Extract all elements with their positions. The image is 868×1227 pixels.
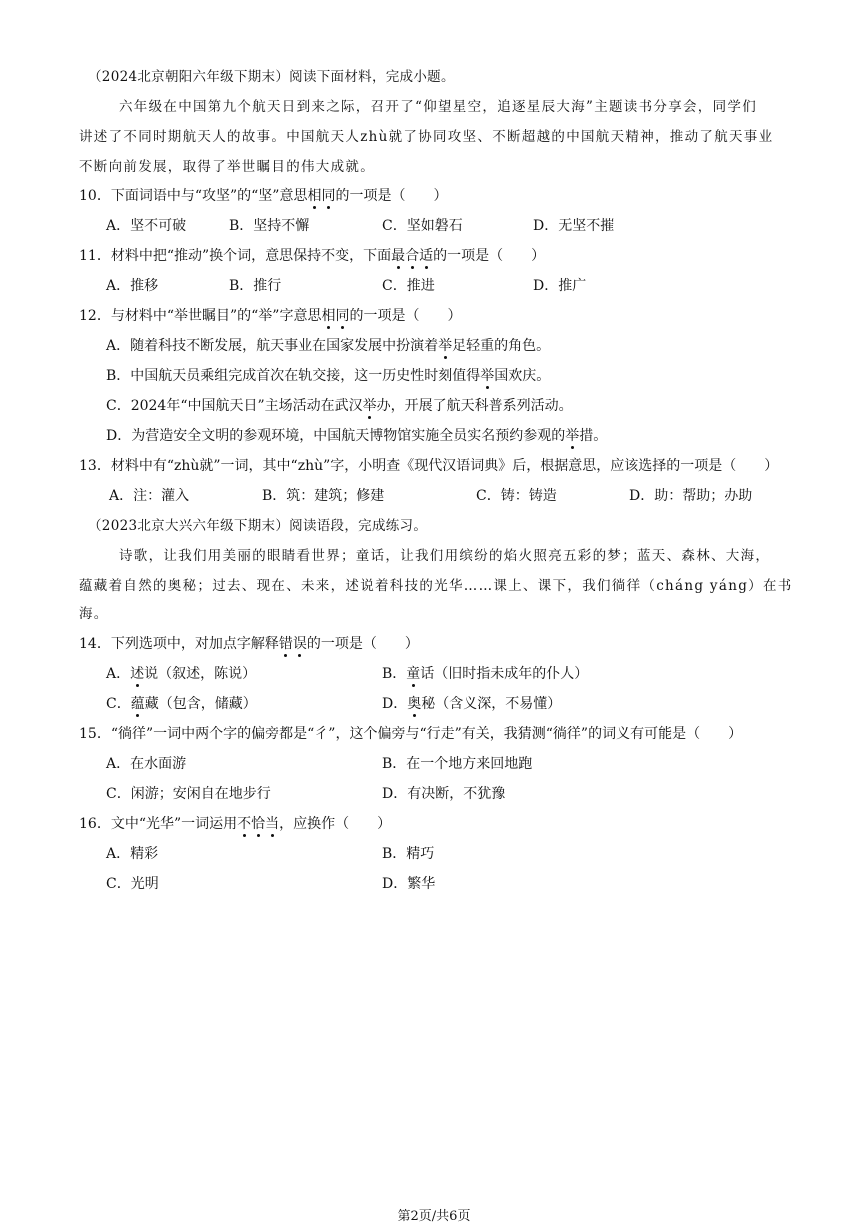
section1-passage-line-2: 讲述了不同时期航天人的故事。中国航天人zhù就了协同攻坚、不断超越的中国航天精神，推动了航天事业 — [79, 129, 774, 145]
q11-option-b: B．推行 — [229, 278, 282, 294]
q11-option-a: A．推移 — [106, 278, 159, 294]
section1-passage-line-1: 六年级在中国第九个航天日到来之际，召开了“仰望星空，追逐星辰大海”主题读书分享会，同学们 — [119, 99, 758, 115]
q16-option-d: D．繁华 — [382, 876, 436, 892]
question-16-stem: 16．文中“光华”一词运用不恰当，应换作（ ） — [79, 816, 392, 832]
q13-option-b: B．筑：建筑；修建 — [262, 488, 385, 504]
q14-option-a: A．述说（叙述，陈说） — [106, 666, 257, 682]
question-11-stem: 11．材料中把“推动”换个词，意思保持不变，下面最合适的一项是（ ） — [79, 248, 546, 264]
q14-option-d: D．奥秘（含义深，不易懂） — [382, 696, 562, 712]
q13-option-d: D．助：帮助；办助 — [629, 488, 753, 504]
q15-option-c: C．闲游；安闲自在地步行 — [106, 786, 271, 802]
page-footer: 第2页/共6页 — [397, 1209, 471, 1224]
q11-option-d: D．推广 — [533, 278, 587, 294]
q16-option-b: B．精巧 — [382, 846, 435, 862]
question-14-stem: 14．下列选项中，对加点字解释错误的一项是（ ） — [79, 636, 419, 652]
question-15-stem: 15．“徜徉”一词中两个字的偏旁都是“彳”，这个偏旁与“行走”有关，我猜测“徜徉”的词义有可能是（ ） — [79, 726, 743, 742]
q12-option-d: D．为营造安全文明的参观环境，中国航天博物馆实施全员实名预约参观的举措。 — [106, 428, 608, 444]
q11-option-c: C．推进 — [382, 278, 435, 294]
q12-option-a: A．随着科技不断发展，航天事业在国家发展中扮演着举足轻重的角色。 — [106, 338, 551, 354]
q10-option-a: A．坚不可破 — [106, 218, 187, 234]
section2-source: （2023北京大兴六年级下期末）阅读语段，完成练习。 — [88, 518, 428, 534]
q15-option-a: A．在水面游 — [106, 756, 187, 772]
q16-option-a: A．精彩 — [106, 846, 159, 862]
q12-option-c: C．2024年“中国航天日”主场活动在武汉举办，开展了航天科普系列活动。 — [106, 398, 573, 414]
section1-source: （2024北京朝阳六年级下期末）阅读下面材料，完成小题。 — [88, 69, 455, 85]
q10-option-b: B．坚持不懈 — [229, 218, 310, 234]
q10-option-d: D．无坚不摧 — [533, 218, 615, 234]
q16-option-c: C．光明 — [106, 876, 159, 892]
q13-option-c: C．铸：铸造 — [476, 488, 557, 504]
question-12-stem: 12．与材料中“举世瞩目”的“举”字意思相同的一项是（ ） — [79, 308, 462, 324]
question-10-stem: 10．下面词语中与“攻坚”的“坚”意思相同的一项是（ ） — [79, 188, 448, 204]
q14-option-c: C．蕴藏（包含，储藏） — [106, 696, 257, 712]
q15-option-d: D．有决断，不犹豫 — [382, 786, 506, 802]
q10-option-c: C．坚如磐石 — [382, 218, 463, 234]
q13-option-a: A．注：灌入 — [109, 488, 190, 504]
section2-passage-line-3: 海。 — [79, 606, 109, 622]
q14-option-b: B．童话（旧时指未成年的仆人） — [382, 666, 589, 682]
section1-passage-line-3: 不断向前发展，取得了举世瞩目的伟大成就。 — [79, 159, 375, 175]
q15-option-b: B．在一个地方来回地跑 — [382, 756, 533, 772]
section2-passage-line-1: 诗歌，让我们用美丽的眼睛看世界；童话，让我们用缤纷的焰火照亮五彩的梦；蓝天、森林、大海， — [119, 548, 771, 564]
question-13-stem: 13．材料中有“zhù就”一词，其中“zhù”字，小明查《现代汉语词典》后，根据意思，应该选择的一项是（ ） — [79, 458, 779, 474]
q12-option-b: B．中国航天员乘组完成首次在轨交接，这一历史性时刻值得举国欢庆。 — [106, 368, 551, 384]
section2-passage-line-2: 蕴藏着自然的奥秘；过去、现在、未来，述说着科技的光华……课上、课下，我们徜徉（cháng yáng）在书 — [79, 578, 793, 594]
